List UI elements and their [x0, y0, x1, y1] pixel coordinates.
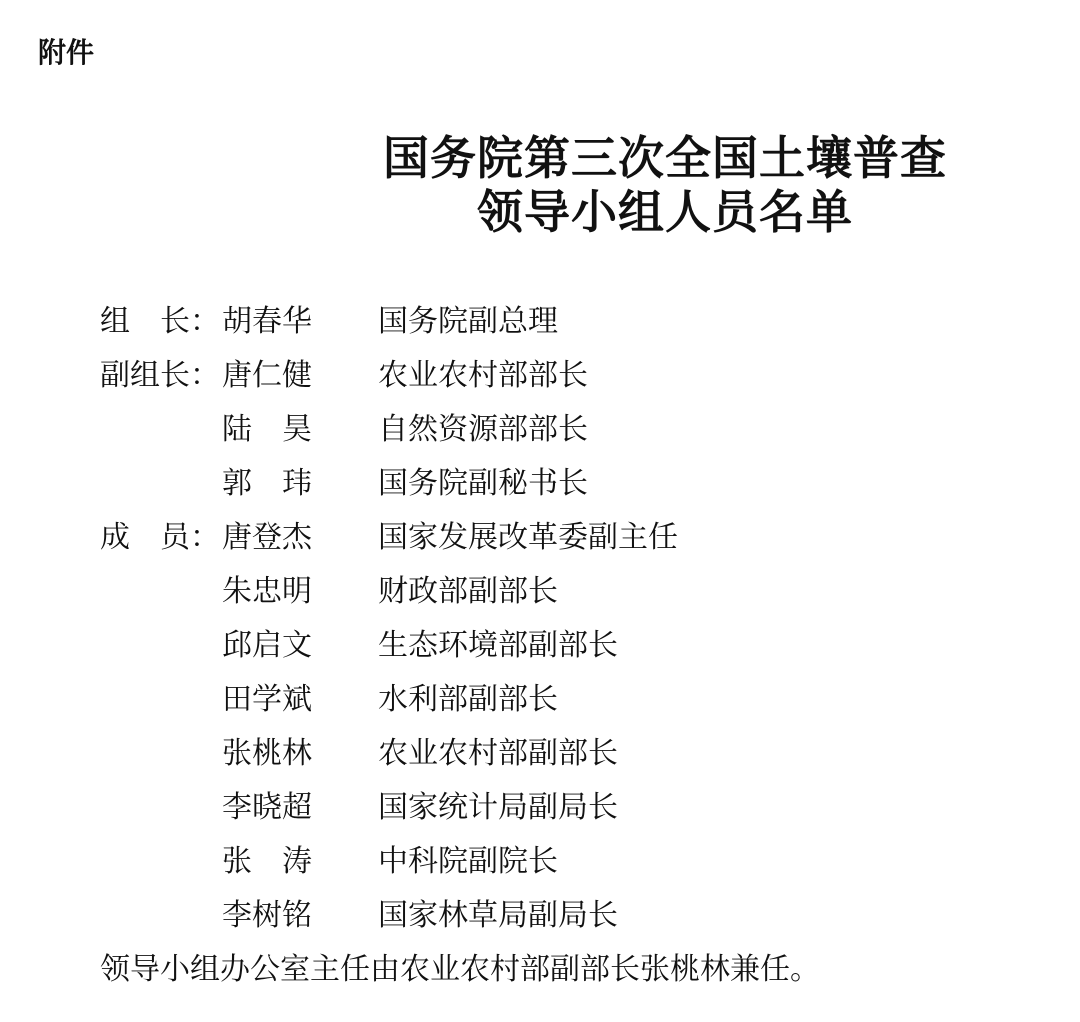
- member-role: 组 长：: [100, 304, 220, 339]
- member-role: 副组长：: [100, 358, 220, 393]
- member-name: 唐登杰: [222, 520, 312, 555]
- member-position: 财政部副部长: [378, 574, 558, 609]
- member-position: 国家发展改革委副主任: [378, 520, 678, 555]
- member-role: 成 员：: [100, 520, 220, 555]
- member-row: [0, 572, 1080, 612]
- member-name: 张 涛: [222, 844, 312, 879]
- member-name: 胡春华: [222, 304, 312, 339]
- member-position: 国家统计局副局长: [378, 790, 618, 825]
- footer-note: 领导小组办公室主任由农业农村部副部长张桃林兼任。: [100, 952, 820, 987]
- member-row: [0, 734, 1080, 774]
- member-position: 农业农村部副部长: [378, 736, 618, 771]
- member-name: 李树铭: [222, 898, 312, 933]
- member-name: 唐仁健: [222, 358, 312, 393]
- member-name: 郭 玮: [222, 466, 312, 501]
- member-position: 国务院副总理: [378, 304, 558, 339]
- member-row: [0, 464, 1080, 504]
- member-name: 田学斌: [222, 682, 312, 717]
- member-name: 李晓超: [222, 790, 312, 825]
- member-position: 国家林草局副局长: [378, 898, 618, 933]
- member-row: [0, 302, 1080, 342]
- member-position: 农业农村部部长: [378, 358, 588, 393]
- attachment-label: 附件: [38, 36, 95, 69]
- member-row: [0, 842, 1080, 882]
- member-row: [0, 680, 1080, 720]
- member-row: [0, 518, 1080, 558]
- document-title-line1: 国务院第三次全国土壤普查: [383, 131, 947, 185]
- member-name: 邱启文: [222, 628, 312, 663]
- member-row: [0, 410, 1080, 450]
- member-name: 陆 昊: [222, 412, 312, 447]
- member-name: 朱忠明: [222, 574, 312, 609]
- member-position: 国务院副秘书长: [378, 466, 588, 501]
- member-row: [0, 356, 1080, 396]
- member-position: 水利部副部长: [378, 682, 558, 717]
- member-row: [0, 626, 1080, 666]
- document-title-line2: 领导小组人员名单: [477, 185, 853, 239]
- member-position: 中科院副院长: [378, 844, 558, 879]
- member-position: 自然资源部部长: [378, 412, 588, 447]
- member-position: 生态环境部副部长: [378, 628, 618, 663]
- member-name: 张桃林: [222, 736, 312, 771]
- member-row: [0, 788, 1080, 828]
- member-row: [0, 896, 1080, 936]
